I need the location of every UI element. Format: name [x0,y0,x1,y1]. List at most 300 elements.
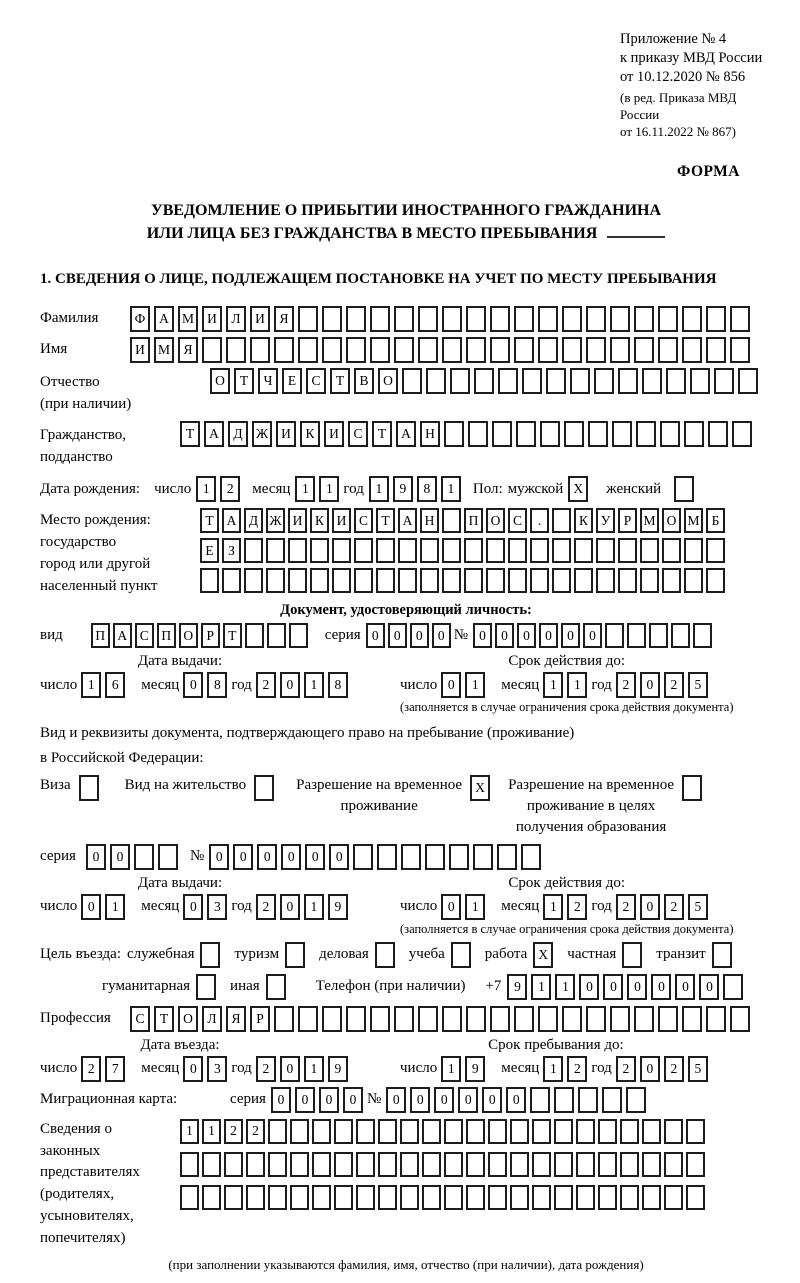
char-cell[interactable] [422,1152,441,1177]
char-cell[interactable]: 0 [280,894,300,920]
char-cell[interactable]: И [332,508,351,533]
char-cell[interactable]: 3 [207,894,227,920]
char-cell[interactable]: 9 [507,974,527,1000]
char-cell[interactable]: 0 [561,623,580,648]
char-cell[interactable] [378,1119,397,1144]
char-cell[interactable] [377,844,397,870]
char-cell[interactable] [200,568,219,593]
char-cell[interactable] [449,844,469,870]
char-cell[interactable] [490,337,510,363]
char-cell[interactable]: 0 [183,1056,203,1082]
char-cell[interactable] [312,1152,331,1177]
char-cell[interactable]: 1 [319,476,339,502]
char-cell[interactable] [605,623,624,648]
char-cell[interactable] [418,1006,438,1032]
char-cell[interactable] [346,306,366,332]
char-cell[interactable] [634,337,654,363]
char-cell[interactable] [464,568,483,593]
char-cell[interactable]: Т [180,421,200,447]
char-cell[interactable] [394,1006,414,1032]
char-cell[interactable] [322,337,342,363]
char-cell[interactable]: И [250,306,270,332]
char-cell[interactable] [312,1119,331,1144]
char-cell[interactable] [266,538,285,563]
char-cell[interactable]: С [135,623,154,648]
char-cell[interactable] [684,568,703,593]
char-cell[interactable] [474,368,494,394]
char-cell[interactable]: 1 [304,894,324,920]
char-cell[interactable] [370,337,390,363]
char-cell[interactable] [288,568,307,593]
char-cell[interactable]: 5 [688,1056,708,1082]
char-cell[interactable]: 9 [328,1056,348,1082]
char-cell[interactable] [226,337,246,363]
char-cell[interactable] [268,1152,287,1177]
char-cell[interactable]: Н [420,508,439,533]
char-cell[interactable] [706,306,726,332]
char-cell[interactable]: Я [226,1006,246,1032]
char-cell[interactable] [576,1119,595,1144]
char-cell[interactable]: Т [154,1006,174,1032]
char-cell[interactable] [266,974,286,1000]
char-cell[interactable] [266,568,285,593]
char-cell[interactable] [640,568,659,593]
char-cell[interactable] [442,337,462,363]
char-cell[interactable]: 2 [256,672,276,698]
char-cell[interactable]: 0 [183,672,203,698]
char-cell[interactable]: 0 [209,844,229,870]
char-cell[interactable]: X [470,775,490,801]
char-cell[interactable]: 0 [280,1056,300,1082]
char-cell[interactable]: 1 [567,672,587,698]
char-cell[interactable]: 2 [664,894,684,920]
char-cell[interactable] [686,1152,705,1177]
char-cell[interactable] [334,1185,353,1210]
char-cell[interactable] [658,1006,678,1032]
char-cell[interactable] [466,337,486,363]
char-cell[interactable] [444,1185,463,1210]
char-cell[interactable] [422,1119,441,1144]
char-cell[interactable] [312,1185,331,1210]
char-cell[interactable] [682,306,702,332]
char-cell[interactable] [442,1006,462,1032]
char-cell[interactable] [598,1185,617,1210]
char-cell[interactable] [79,775,99,801]
char-cell[interactable]: 0 [329,844,349,870]
char-cell[interactable] [202,1185,221,1210]
char-cell[interactable] [664,1185,683,1210]
char-cell[interactable]: А [113,623,132,648]
char-cell[interactable]: 0 [640,1056,660,1082]
char-cell[interactable]: Т [372,421,392,447]
char-cell[interactable]: 0 [81,894,101,920]
char-cell[interactable]: Ж [252,421,272,447]
char-cell[interactable]: 0 [110,844,130,870]
char-cell[interactable]: И [130,337,150,363]
char-cell[interactable] [464,538,483,563]
char-cell[interactable]: П [157,623,176,648]
char-cell[interactable]: 5 [688,894,708,920]
char-cell[interactable]: О [178,1006,198,1032]
char-cell[interactable] [723,974,743,1000]
char-cell[interactable] [730,1006,750,1032]
char-cell[interactable] [490,1006,510,1032]
char-cell[interactable] [426,368,446,394]
char-cell[interactable] [488,1152,507,1177]
char-cell[interactable]: 8 [207,672,227,698]
char-cell[interactable]: 0 [675,974,695,1000]
char-cell[interactable] [671,623,690,648]
char-cell[interactable] [288,538,307,563]
char-cell[interactable] [634,1006,654,1032]
char-cell[interactable] [196,974,216,1000]
char-cell[interactable] [508,568,527,593]
char-cell[interactable]: . [530,508,549,533]
char-cell[interactable] [514,306,534,332]
char-cell[interactable]: 1 [531,974,551,1000]
char-cell[interactable] [554,1119,573,1144]
char-cell[interactable]: 7 [105,1056,125,1082]
char-cell[interactable] [394,306,414,332]
char-cell[interactable]: Р [250,1006,270,1032]
char-cell[interactable]: П [464,508,483,533]
char-cell[interactable]: Б [706,508,725,533]
char-cell[interactable] [468,421,488,447]
char-cell[interactable] [508,538,527,563]
char-cell[interactable] [498,368,518,394]
char-cell[interactable]: П [91,623,110,648]
char-cell[interactable]: 0 [441,672,461,698]
char-cell[interactable] [378,1185,397,1210]
char-cell[interactable] [620,1185,639,1210]
char-cell[interactable]: 1 [304,1056,324,1082]
char-cell[interactable] [706,538,725,563]
char-cell[interactable]: 2 [664,672,684,698]
char-cell[interactable] [298,337,318,363]
char-cell[interactable] [538,1006,558,1032]
char-cell[interactable] [690,368,710,394]
char-cell[interactable] [245,623,264,648]
char-cell[interactable] [370,306,390,332]
char-cell[interactable] [466,306,486,332]
char-cell[interactable] [420,538,439,563]
char-cell[interactable] [510,1185,529,1210]
char-cell[interactable] [530,1087,550,1113]
char-cell[interactable]: М [154,337,174,363]
char-cell[interactable] [398,568,417,593]
char-cell[interactable] [658,337,678,363]
char-cell[interactable] [224,1152,243,1177]
char-cell[interactable]: 0 [319,1087,339,1113]
char-cell[interactable] [418,337,438,363]
char-cell[interactable] [732,421,752,447]
char-cell[interactable] [576,1152,595,1177]
char-cell[interactable] [618,368,638,394]
char-cell[interactable] [642,1185,661,1210]
char-cell[interactable]: У [596,508,615,533]
char-cell[interactable] [289,623,308,648]
char-cell[interactable] [466,1152,485,1177]
char-cell[interactable] [618,538,637,563]
char-cell[interactable]: 6 [105,672,125,698]
char-cell[interactable] [322,1006,342,1032]
char-cell[interactable] [488,1185,507,1210]
char-cell[interactable]: Л [226,306,246,332]
char-cell[interactable]: X [533,942,553,968]
char-cell[interactable]: 0 [434,1087,454,1113]
char-cell[interactable] [554,1152,573,1177]
char-cell[interactable]: 0 [651,974,671,1000]
char-cell[interactable]: 1 [202,1119,221,1144]
char-cell[interactable] [664,1119,683,1144]
char-cell[interactable] [418,306,438,332]
char-cell[interactable] [322,306,342,332]
char-cell[interactable]: Е [282,368,302,394]
char-cell[interactable]: 0 [281,844,301,870]
char-cell[interactable]: 0 [271,1087,291,1113]
char-cell[interactable] [450,368,470,394]
char-cell[interactable] [332,568,351,593]
char-cell[interactable] [586,337,606,363]
char-cell[interactable] [602,1087,622,1113]
char-cell[interactable] [522,368,542,394]
char-cell[interactable] [552,568,571,593]
char-cell[interactable] [730,337,750,363]
char-cell[interactable] [356,1185,375,1210]
char-cell[interactable] [224,1185,243,1210]
char-cell[interactable]: 2 [224,1119,243,1144]
char-cell[interactable]: 0 [640,894,660,920]
char-cell[interactable] [552,508,571,533]
char-cell[interactable]: 2 [616,1056,636,1082]
char-cell[interactable] [682,775,702,801]
char-cell[interactable] [332,538,351,563]
char-cell[interactable] [274,337,294,363]
char-cell[interactable] [636,421,656,447]
char-cell[interactable] [682,337,702,363]
char-cell[interactable] [586,306,606,332]
char-cell[interactable]: 0 [579,974,599,1000]
char-cell[interactable]: И [324,421,344,447]
char-cell[interactable]: 0 [305,844,325,870]
char-cell[interactable]: 2 [664,1056,684,1082]
char-cell[interactable] [554,1185,573,1210]
char-cell[interactable] [444,421,464,447]
char-cell[interactable]: 1 [441,1056,461,1082]
char-cell[interactable] [451,942,471,968]
char-cell[interactable] [158,844,178,870]
char-cell[interactable] [422,1185,441,1210]
char-cell[interactable] [250,337,270,363]
char-cell[interactable] [310,538,329,563]
char-cell[interactable]: 1 [304,672,324,698]
char-cell[interactable]: 0 [366,623,385,648]
char-cell[interactable]: И [288,508,307,533]
char-cell[interactable]: Ч [258,368,278,394]
char-cell[interactable]: 0 [539,623,558,648]
char-cell[interactable] [552,538,571,563]
char-cell[interactable] [514,1006,534,1032]
char-cell[interactable]: 2 [567,1056,587,1082]
char-cell[interactable]: О [378,368,398,394]
char-cell[interactable]: К [300,421,320,447]
char-cell[interactable] [378,1152,397,1177]
char-cell[interactable]: 1 [543,672,563,698]
char-cell[interactable] [532,1152,551,1177]
char-cell[interactable]: 0 [386,1087,406,1113]
char-cell[interactable]: 2 [81,1056,101,1082]
char-cell[interactable]: Я [274,306,294,332]
char-cell[interactable] [540,421,560,447]
char-cell[interactable]: О [179,623,198,648]
char-cell[interactable] [530,538,549,563]
char-cell[interactable] [490,306,510,332]
char-cell[interactable] [596,568,615,593]
char-cell[interactable] [267,623,286,648]
char-cell[interactable]: 0 [603,974,623,1000]
char-cell[interactable] [686,1185,705,1210]
char-cell[interactable]: О [210,368,230,394]
char-cell[interactable]: 3 [207,1056,227,1082]
char-cell[interactable] [510,1152,529,1177]
char-cell[interactable]: 0 [280,672,300,698]
char-cell[interactable] [622,942,642,968]
char-cell[interactable] [180,1185,199,1210]
char-cell[interactable]: С [306,368,326,394]
char-cell[interactable] [488,1119,507,1144]
char-cell[interactable] [444,1152,463,1177]
char-cell[interactable] [401,844,421,870]
char-cell[interactable]: Р [618,508,637,533]
char-cell[interactable]: 1 [105,894,125,920]
char-cell[interactable] [684,538,703,563]
char-cell[interactable] [618,568,637,593]
char-cell[interactable]: А [222,508,241,533]
char-cell[interactable]: 0 [388,623,407,648]
char-cell[interactable]: М [684,508,703,533]
char-cell[interactable] [180,1152,199,1177]
char-cell[interactable] [394,337,414,363]
char-cell[interactable] [554,1087,574,1113]
char-cell[interactable] [594,368,614,394]
char-cell[interactable]: 0 [257,844,277,870]
char-cell[interactable] [674,476,694,502]
char-cell[interactable]: 1 [369,476,389,502]
char-cell[interactable]: 2 [567,894,587,920]
char-cell[interactable]: 1 [555,974,575,1000]
char-cell[interactable] [574,568,593,593]
char-cell[interactable]: 0 [233,844,253,870]
char-cell[interactable] [627,623,646,648]
char-cell[interactable]: 2 [616,894,636,920]
char-cell[interactable]: С [348,421,368,447]
char-cell[interactable] [514,337,534,363]
char-cell[interactable]: М [640,508,659,533]
char-cell[interactable] [244,568,263,593]
char-cell[interactable] [598,1119,617,1144]
char-cell[interactable] [473,844,493,870]
char-cell[interactable]: 2 [256,1056,276,1082]
char-cell[interactable] [626,1087,646,1113]
char-cell[interactable] [400,1152,419,1177]
char-cell[interactable] [202,1152,221,1177]
char-cell[interactable]: С [508,508,527,533]
char-cell[interactable] [530,568,549,593]
char-cell[interactable] [370,1006,390,1032]
char-cell[interactable] [444,1119,463,1144]
char-cell[interactable] [254,775,274,801]
char-cell[interactable]: А [398,508,417,533]
char-cell[interactable] [546,368,566,394]
char-cell[interactable]: К [574,508,593,533]
char-cell[interactable]: 0 [506,1087,526,1113]
char-cell[interactable] [354,538,373,563]
char-cell[interactable] [610,306,630,332]
char-cell[interactable]: 0 [458,1087,478,1113]
char-cell[interactable] [706,568,725,593]
char-cell[interactable] [576,1185,595,1210]
char-cell[interactable]: 0 [640,672,660,698]
char-cell[interactable] [268,1119,287,1144]
char-cell[interactable] [562,306,582,332]
char-cell[interactable]: 0 [583,623,602,648]
char-cell[interactable] [521,844,541,870]
char-cell[interactable]: 9 [393,476,413,502]
char-cell[interactable]: Л [202,1006,222,1032]
char-cell[interactable] [682,1006,702,1032]
char-cell[interactable] [298,306,318,332]
char-cell[interactable]: Т [330,368,350,394]
char-cell[interactable] [285,942,305,968]
char-cell[interactable] [356,1119,375,1144]
char-cell[interactable]: 0 [482,1087,502,1113]
char-cell[interactable]: 9 [465,1056,485,1082]
char-cell[interactable] [714,368,734,394]
char-cell[interactable]: К [310,508,329,533]
char-cell[interactable] [634,306,654,332]
char-cell[interactable] [562,1006,582,1032]
char-cell[interactable] [562,337,582,363]
char-cell[interactable] [486,568,505,593]
char-cell[interactable]: 0 [495,623,514,648]
char-cell[interactable] [246,1185,265,1210]
char-cell[interactable] [586,1006,606,1032]
char-cell[interactable] [706,1006,726,1032]
char-cell[interactable]: 2 [616,672,636,698]
char-cell[interactable]: Н [420,421,440,447]
char-cell[interactable]: С [130,1006,150,1032]
char-cell[interactable]: 1 [543,894,563,920]
char-cell[interactable] [708,421,728,447]
char-cell[interactable]: Р [201,623,220,648]
char-cell[interactable]: 1 [465,894,485,920]
char-cell[interactable]: С [354,508,373,533]
char-cell[interactable] [400,1185,419,1210]
char-cell[interactable] [466,1119,485,1144]
char-cell[interactable]: 1 [465,672,485,698]
char-cell[interactable] [588,421,608,447]
char-cell[interactable] [442,306,462,332]
char-cell[interactable]: 1 [81,672,101,698]
char-cell[interactable] [660,421,680,447]
char-cell[interactable]: Д [244,508,263,533]
char-cell[interactable] [684,421,704,447]
char-cell[interactable] [662,538,681,563]
char-cell[interactable] [402,368,422,394]
char-cell[interactable]: 0 [183,894,203,920]
char-cell[interactable] [492,421,512,447]
char-cell[interactable] [620,1152,639,1177]
